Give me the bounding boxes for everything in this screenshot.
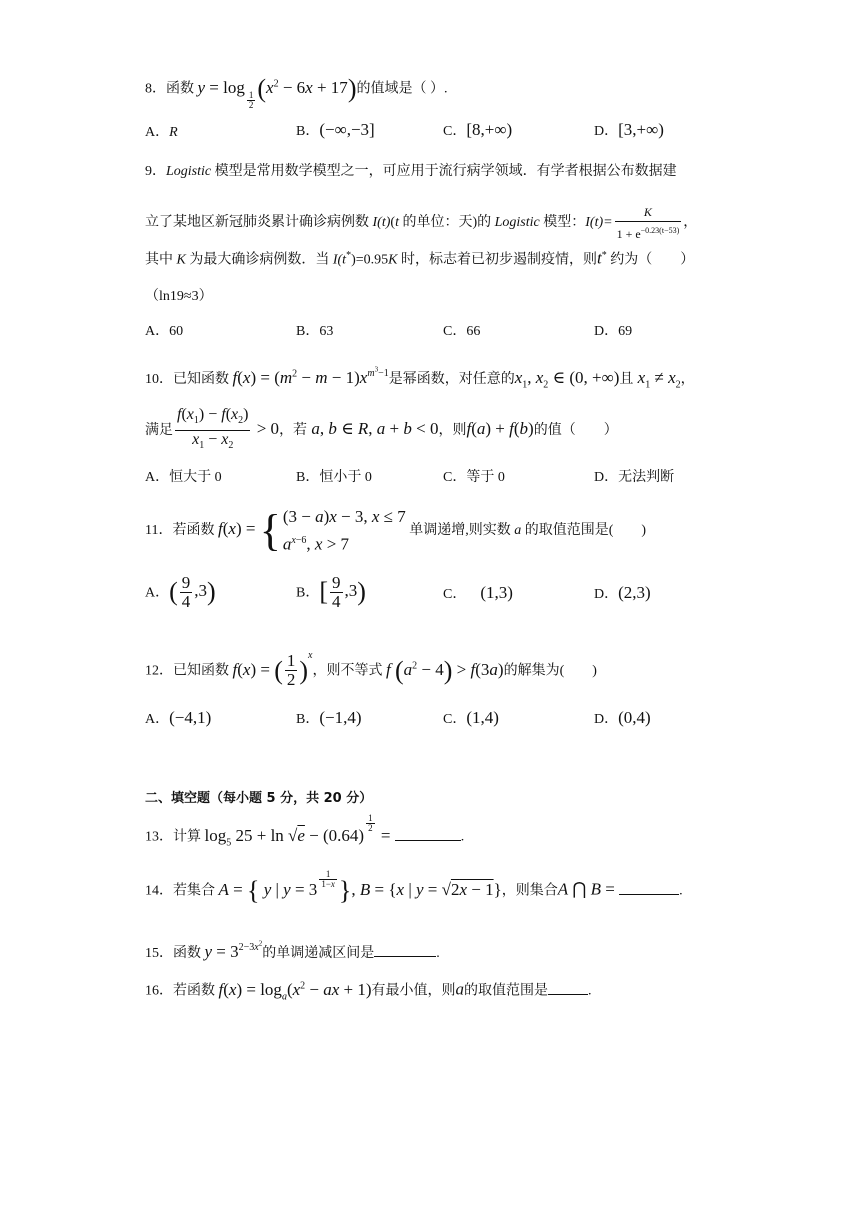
option-c[interactable]: C．(1,4) [443, 708, 499, 727]
option-d[interactable]: D．69 [594, 324, 633, 339]
answer-blank[interactable] [548, 994, 588, 995]
option-a[interactable]: A．(−4,1) [145, 708, 212, 727]
formula: y = log $_{\frac{1}{2}}$ $(x^2 - 6x + 17)$ [197, 73, 357, 111]
option-d[interactable]: D．无法判断 [594, 470, 675, 485]
question-9-line-3: 其中 K 为最大确诊病例数．当 I(t*)=0.95K 时，标志着已初步遏制疫情，则t* 约为（ ） [145, 248, 695, 268]
option-a[interactable]: A．恒大于 0 [145, 470, 222, 485]
option-d[interactable]: D．[3,+∞) [594, 120, 664, 139]
question-8 [145, 73, 448, 111]
question-10-line-2: 满足 $\frac{f(x_1) - f(x_2)}{x_1 - x_2}$ > 0，若 a, b ∈ R, a + b < 0，则f(a) + f(b)的值（ ） [145, 406, 618, 452]
question-text: 的值域是（ ）. [356, 81, 448, 97]
section-heading: 二、填空题（每小题 5 分，共 20 分） [145, 791, 373, 806]
option-c[interactable]: C．[8,+∞) [443, 120, 513, 139]
question-16: 16．若函数 $f(x) = \log_a(x^2$ − ax + 1)有最小值，则a的取值范围是 . [145, 979, 592, 1003]
question-9-line-1: 9．Logistic 模型是常用数学模型之一，可应用于流行病学领域．有学者根据公布数据建 [145, 164, 677, 179]
question-10-line-1: 10．已知函数 $f(x) = (m^2 - m - 1)x^{m^3-1}$是幂函数，对任意的$x_1$, $x_2$ ∈ (0, +∞)且 $x_1 \ne x_2$， [145, 366, 695, 391]
question-9-line-2: 立了某地区新冠肺炎累计确诊病例数 I(t)(t 的单位：天)的 Logistic 模型：I(t)= $\frac{K}{1 + e^{-0.23(t-53)}}$ ， [145, 205, 698, 241]
question-15: 15．函数 $y = 3^{2-3x^2}$的单调递减区间是 . [145, 940, 440, 961]
option-a[interactable]: A．( $\frac{9}{4}$ ,3) [145, 573, 216, 611]
question-12: 12．已知函数 f(x) = ( $\frac{1}{2}$ )$^x$，则不等式 f $(a^2 - 4) > f(3a)$的解集为( ) [145, 650, 597, 690]
option-a[interactable]: A．60 [145, 324, 184, 339]
question-9-hint: （ln19≈3） [145, 289, 213, 304]
answer-blank[interactable] [395, 840, 461, 841]
option-b[interactable]: B．[ $\frac{9}{4}$ ,3) [296, 573, 366, 611]
option-b[interactable]: B．恒小于 0 [296, 470, 372, 485]
answer-blank[interactable] [619, 894, 679, 895]
option-a[interactable]: A．R [145, 125, 178, 140]
logistic-fraction: $\frac{K}{1 + e^{-0.23(t-53)}}$ [616, 205, 680, 241]
question-number: 8． [145, 81, 166, 97]
option-b[interactable]: B．(−1,4) [296, 708, 362, 727]
option-d[interactable]: D．(2,3) [594, 583, 651, 602]
option-c[interactable]: C．等于 0 [443, 470, 505, 485]
question-14: 14．若集合 A = { y | y = 3 $^{\frac{1}{1-x}}$ }, B = {x | y = √2x − 1}，则集合A ⋂ B = . [145, 869, 683, 905]
option-b[interactable]: B．63 [296, 324, 334, 339]
option-d[interactable]: D．(0,4) [594, 708, 651, 727]
question-13: 13．计算 $\log_5 25 + \ln √e - (0.64)$ $^{\frac{1}{2}}$ = . [145, 813, 465, 849]
option-c[interactable]: C． (1,3) [443, 583, 513, 602]
answer-blank[interactable] [374, 956, 436, 957]
question-text: 函数 [166, 81, 194, 97]
option-b[interactable]: B．(−∞,−3] [296, 120, 375, 139]
option-c[interactable]: C．66 [443, 324, 481, 339]
question-11: 11．若函数 f(x) = { (3 − a)x − 3, x ≤ 7 $a^{x-6}$, x > 7 单调递增,则实数 a 的取值范围是( ) [145, 505, 647, 555]
